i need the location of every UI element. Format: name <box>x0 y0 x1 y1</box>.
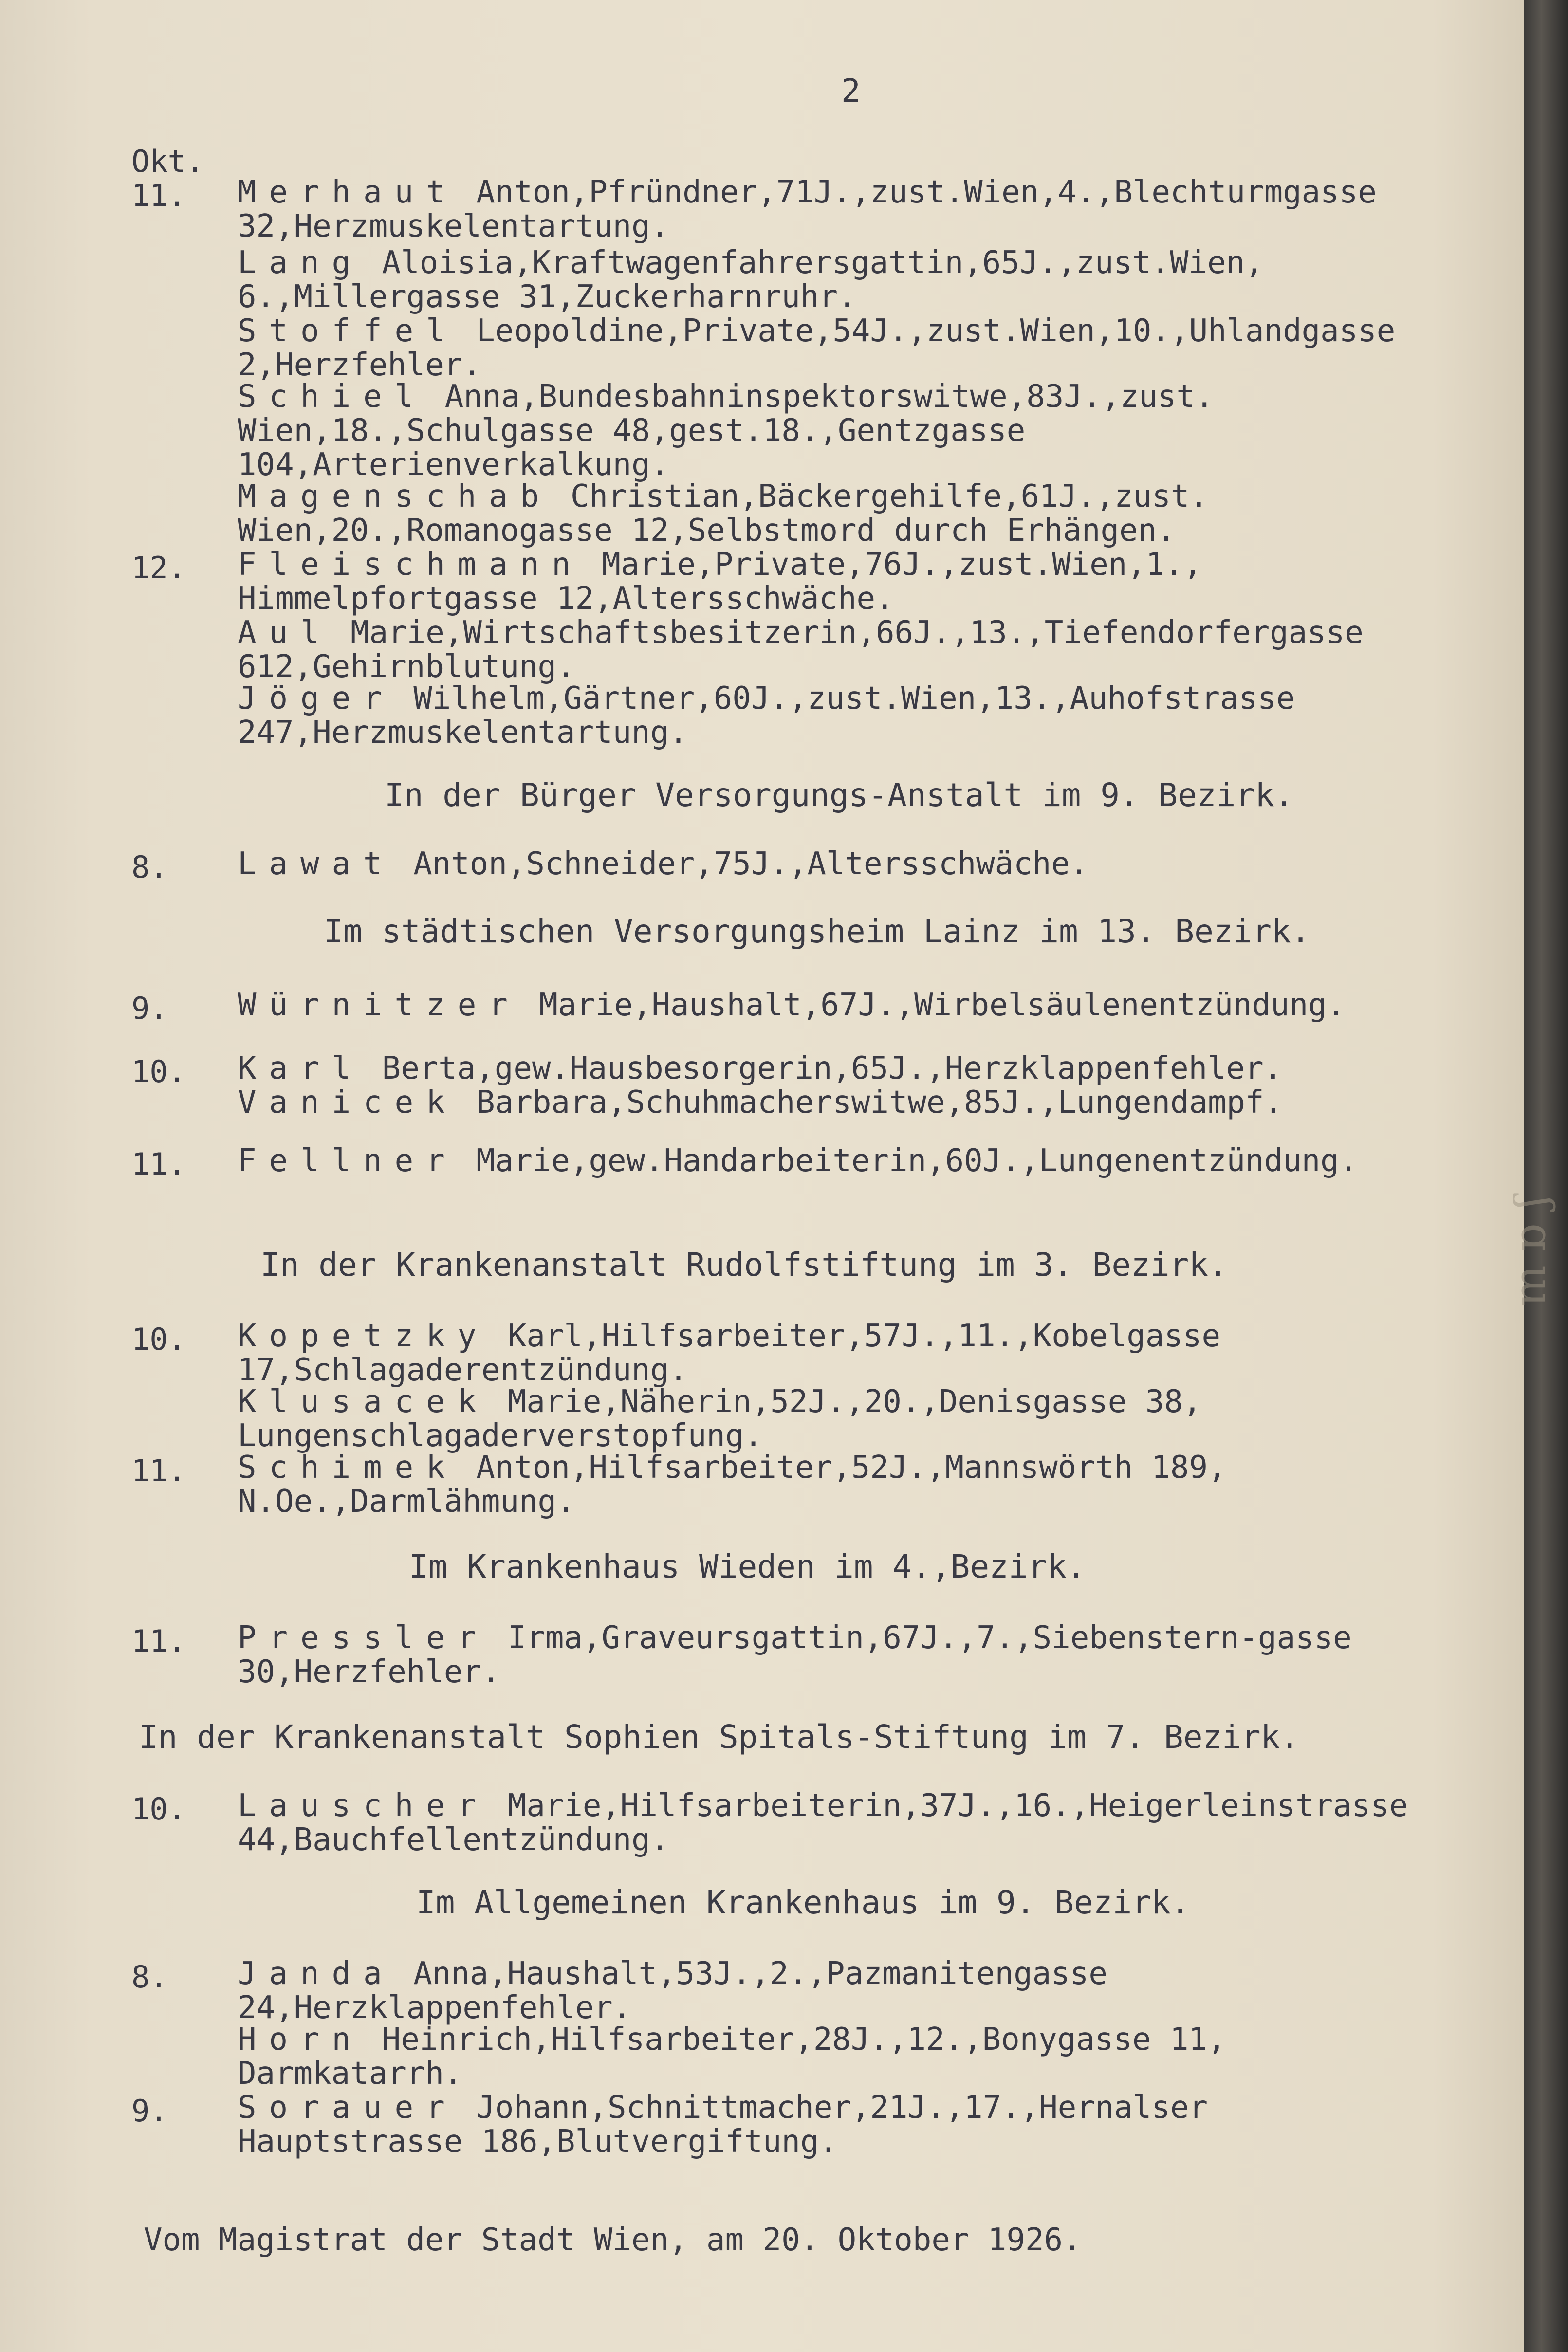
entry-surname: Jöger <box>238 680 395 717</box>
entry-surname: Fleischmann <box>238 547 583 583</box>
entry-details: Marie,Näherin,52J.,20.,Denisgasse 38, Lungenschlagaderverstopfung. <box>238 1384 1220 1454</box>
entry-details: Marie,Wirtschaftsbesitzerin,66J.,13.,Tiefendorfergasse 612,Gehirnblutung. <box>238 615 1383 685</box>
institution-heading: In der Bürger Versorgungs-Anstalt im 9. Bezirk. <box>385 776 1294 814</box>
death-entry <box>238 175 1416 243</box>
entry-details: Marie,Private,76J.,zust.Wien,1., Himmelpfortgasse 12,Altersschwäche. <box>238 547 1221 617</box>
document-footer: Vom Magistrat der Stadt Wien, am 20. Oktober 1926. <box>144 2222 1082 2258</box>
entry-day: 8. <box>131 849 168 885</box>
institution-heading: Im Allgemeinen Krankenhaus im 9. Bezirk. <box>416 1884 1190 1921</box>
entry-day: 9. <box>131 991 168 1026</box>
death-entry <box>238 1051 1416 1085</box>
entry-details: Marie,Hilfsarbeiterin,37J.,16.,Heigerleinstrasse 44,Bauchfellentzündung. <box>238 1788 1427 1858</box>
entry-surname: Kopetzky <box>238 1318 489 1354</box>
entry-surname: Karl <box>238 1050 364 1086</box>
death-entry <box>238 1319 1416 1387</box>
entry-details: Berta,gew.Hausbesorgerin,65J.,Herzklappenfehler. <box>363 1050 1283 1086</box>
entry-surname: Fellner <box>238 1143 458 1179</box>
death-entry <box>238 988 1416 1022</box>
bleed-through-handwriting: ʃ ɑ ɯ <box>1512 1197 1563 1307</box>
death-entry <box>238 1788 1427 1858</box>
entry-details: Karl,Hilfsarbeiter,57J.,11.,Kobelgasse 17,Schlagaderentzündung. <box>238 1318 1239 1388</box>
entry-day: 12. <box>131 550 186 586</box>
entry-details: Anton,Hilfsarbeiter,52J.,Mannswörth 189, N.Oe.,Darmlähmung. <box>238 1450 1246 1520</box>
death-entry <box>238 1385 1416 1453</box>
entry-details: Anton,Pfründner,71J.,zust.Wien,4.,Blechturmgasse 32,Herzmuskelentartung. <box>238 174 1396 244</box>
entry-day: 11. <box>131 1146 186 1182</box>
entry-day: 11. <box>131 1623 186 1659</box>
entry-details: Wilhelm,Gärtner,60J.,zust.Wien,13.,Auhofstrasse 247,Herzmuskelentartung. <box>238 680 1314 751</box>
institution-heading: In der Krankenanstalt Sophien Spitals-Stiftung im 7. Bezirk. <box>139 1718 1300 1756</box>
entry-day: 9. <box>131 2093 168 2129</box>
death-entry <box>238 2091 1416 2159</box>
death-entry <box>238 1957 1416 2025</box>
entry-surname: Magenschab <box>238 478 552 514</box>
entry-day: 10. <box>131 1054 186 1089</box>
entry-details: Barbara,Schuhmacherswitwe,85J.,Lungendampf. <box>457 1084 1283 1121</box>
entry-surname: Aul <box>238 615 332 651</box>
entry-surname: Horn <box>238 2021 364 2058</box>
entry-day: 11. <box>131 1453 186 1488</box>
death-entry <box>238 1451 1416 1519</box>
institution-heading: Im städtischen Versorgungsheim Lainz im 13. Bezirk. <box>324 913 1310 950</box>
entry-surname: Vanicek <box>238 1084 458 1121</box>
entry-details: Johann,Schnittmacher,21J.,17.,Hernalser Hauptstrasse 186,Blutvergiftung. <box>238 2090 1227 2160</box>
death-entry <box>238 1085 1416 1120</box>
entry-surname: Stoffel <box>238 313 458 349</box>
month-label: Okt. <box>131 144 204 179</box>
entry-details: Aloisia,Kraftwagenfahrersgattin,65J.,zust.Wien, 6.,Millergasse 31,Zuckerharnruhr. <box>238 245 1283 315</box>
death-entry <box>238 548 1416 616</box>
page-number: 2 <box>841 72 861 110</box>
entry-surname: Schimek <box>238 1450 458 1486</box>
entry-surname: Lang <box>238 245 364 281</box>
entry-day: 10. <box>131 1791 186 1827</box>
entry-surname: Würnitzer <box>238 987 520 1023</box>
entry-details: Irma,Graveursgattin,67J.,7.,Siebenstern-gasse 30,Herzfehler. <box>238 1620 1371 1690</box>
death-entry <box>238 847 1416 881</box>
entry-surname: Merhaut <box>238 174 458 210</box>
death-entry <box>238 1621 1416 1689</box>
entry-details: Anna,Haushalt,53J.,2.,Pazmanitengasse 24,Herzklappenfehler. <box>238 1956 1126 2026</box>
entry-surname: Klusacek <box>238 1384 489 1420</box>
entry-details: Marie,Haushalt,67J.,Wirbelsäulenentzündung. <box>520 987 1346 1023</box>
entry-surname: Sorauer <box>238 2090 458 2126</box>
entry-surname: Schiel <box>238 379 426 415</box>
death-entry <box>238 246 1416 314</box>
death-entry <box>238 479 1416 548</box>
entry-day: 11. <box>131 178 186 213</box>
death-entry <box>238 380 1416 482</box>
entry-details: Marie,gew.Handarbeiterin,60J.,Lungenentzündung. <box>457 1143 1358 1179</box>
entry-details: Anton,Schneider,75J.,Altersschwäche. <box>394 846 1089 882</box>
institution-heading: Im Krankenhaus Wieden im 4.,Bezirk. <box>409 1548 1086 1585</box>
death-entry <box>238 2022 1416 2091</box>
entry-details: Heinrich,Hilfsarbeiter,28J.,12.,Bonygasse 11, Darmkatarrh. <box>238 2021 1245 2092</box>
entry-surname: Janda <box>238 1956 395 1992</box>
entry-details: Anna,Bundesbahninspektorswitwe,83J.,zust. Wien,18.,Schulgasse 48,gest.18.,Gentzgasse 104,Arterienverkalkung. <box>238 379 1233 483</box>
institution-heading: In der Krankenanstalt Rudolfstiftung im 3. Bezirk. <box>260 1246 1228 1284</box>
entry-day: 8. <box>131 1959 168 1995</box>
entry-details: Leopoldine,Private,54J.,zust.Wien,10.,Uhlandgasse 2,Herzfehler. <box>238 313 1414 383</box>
death-entry <box>238 681 1416 750</box>
death-entry <box>238 314 1416 382</box>
death-entry <box>238 1144 1416 1178</box>
entry-surname: Pressler <box>238 1620 489 1656</box>
entry-surname: Lauscher <box>238 1788 489 1824</box>
entry-details: Christian,Bäckergehilfe,61J.,zust. Wien,20.,Romanogasse 12,Selbstmord durch Erhängen. <box>238 478 1227 549</box>
book-binding <box>1512 0 1568 2352</box>
entry-surname: Lawat <box>238 846 395 882</box>
death-entry <box>238 616 1416 684</box>
entry-day: 10. <box>131 1322 186 1357</box>
